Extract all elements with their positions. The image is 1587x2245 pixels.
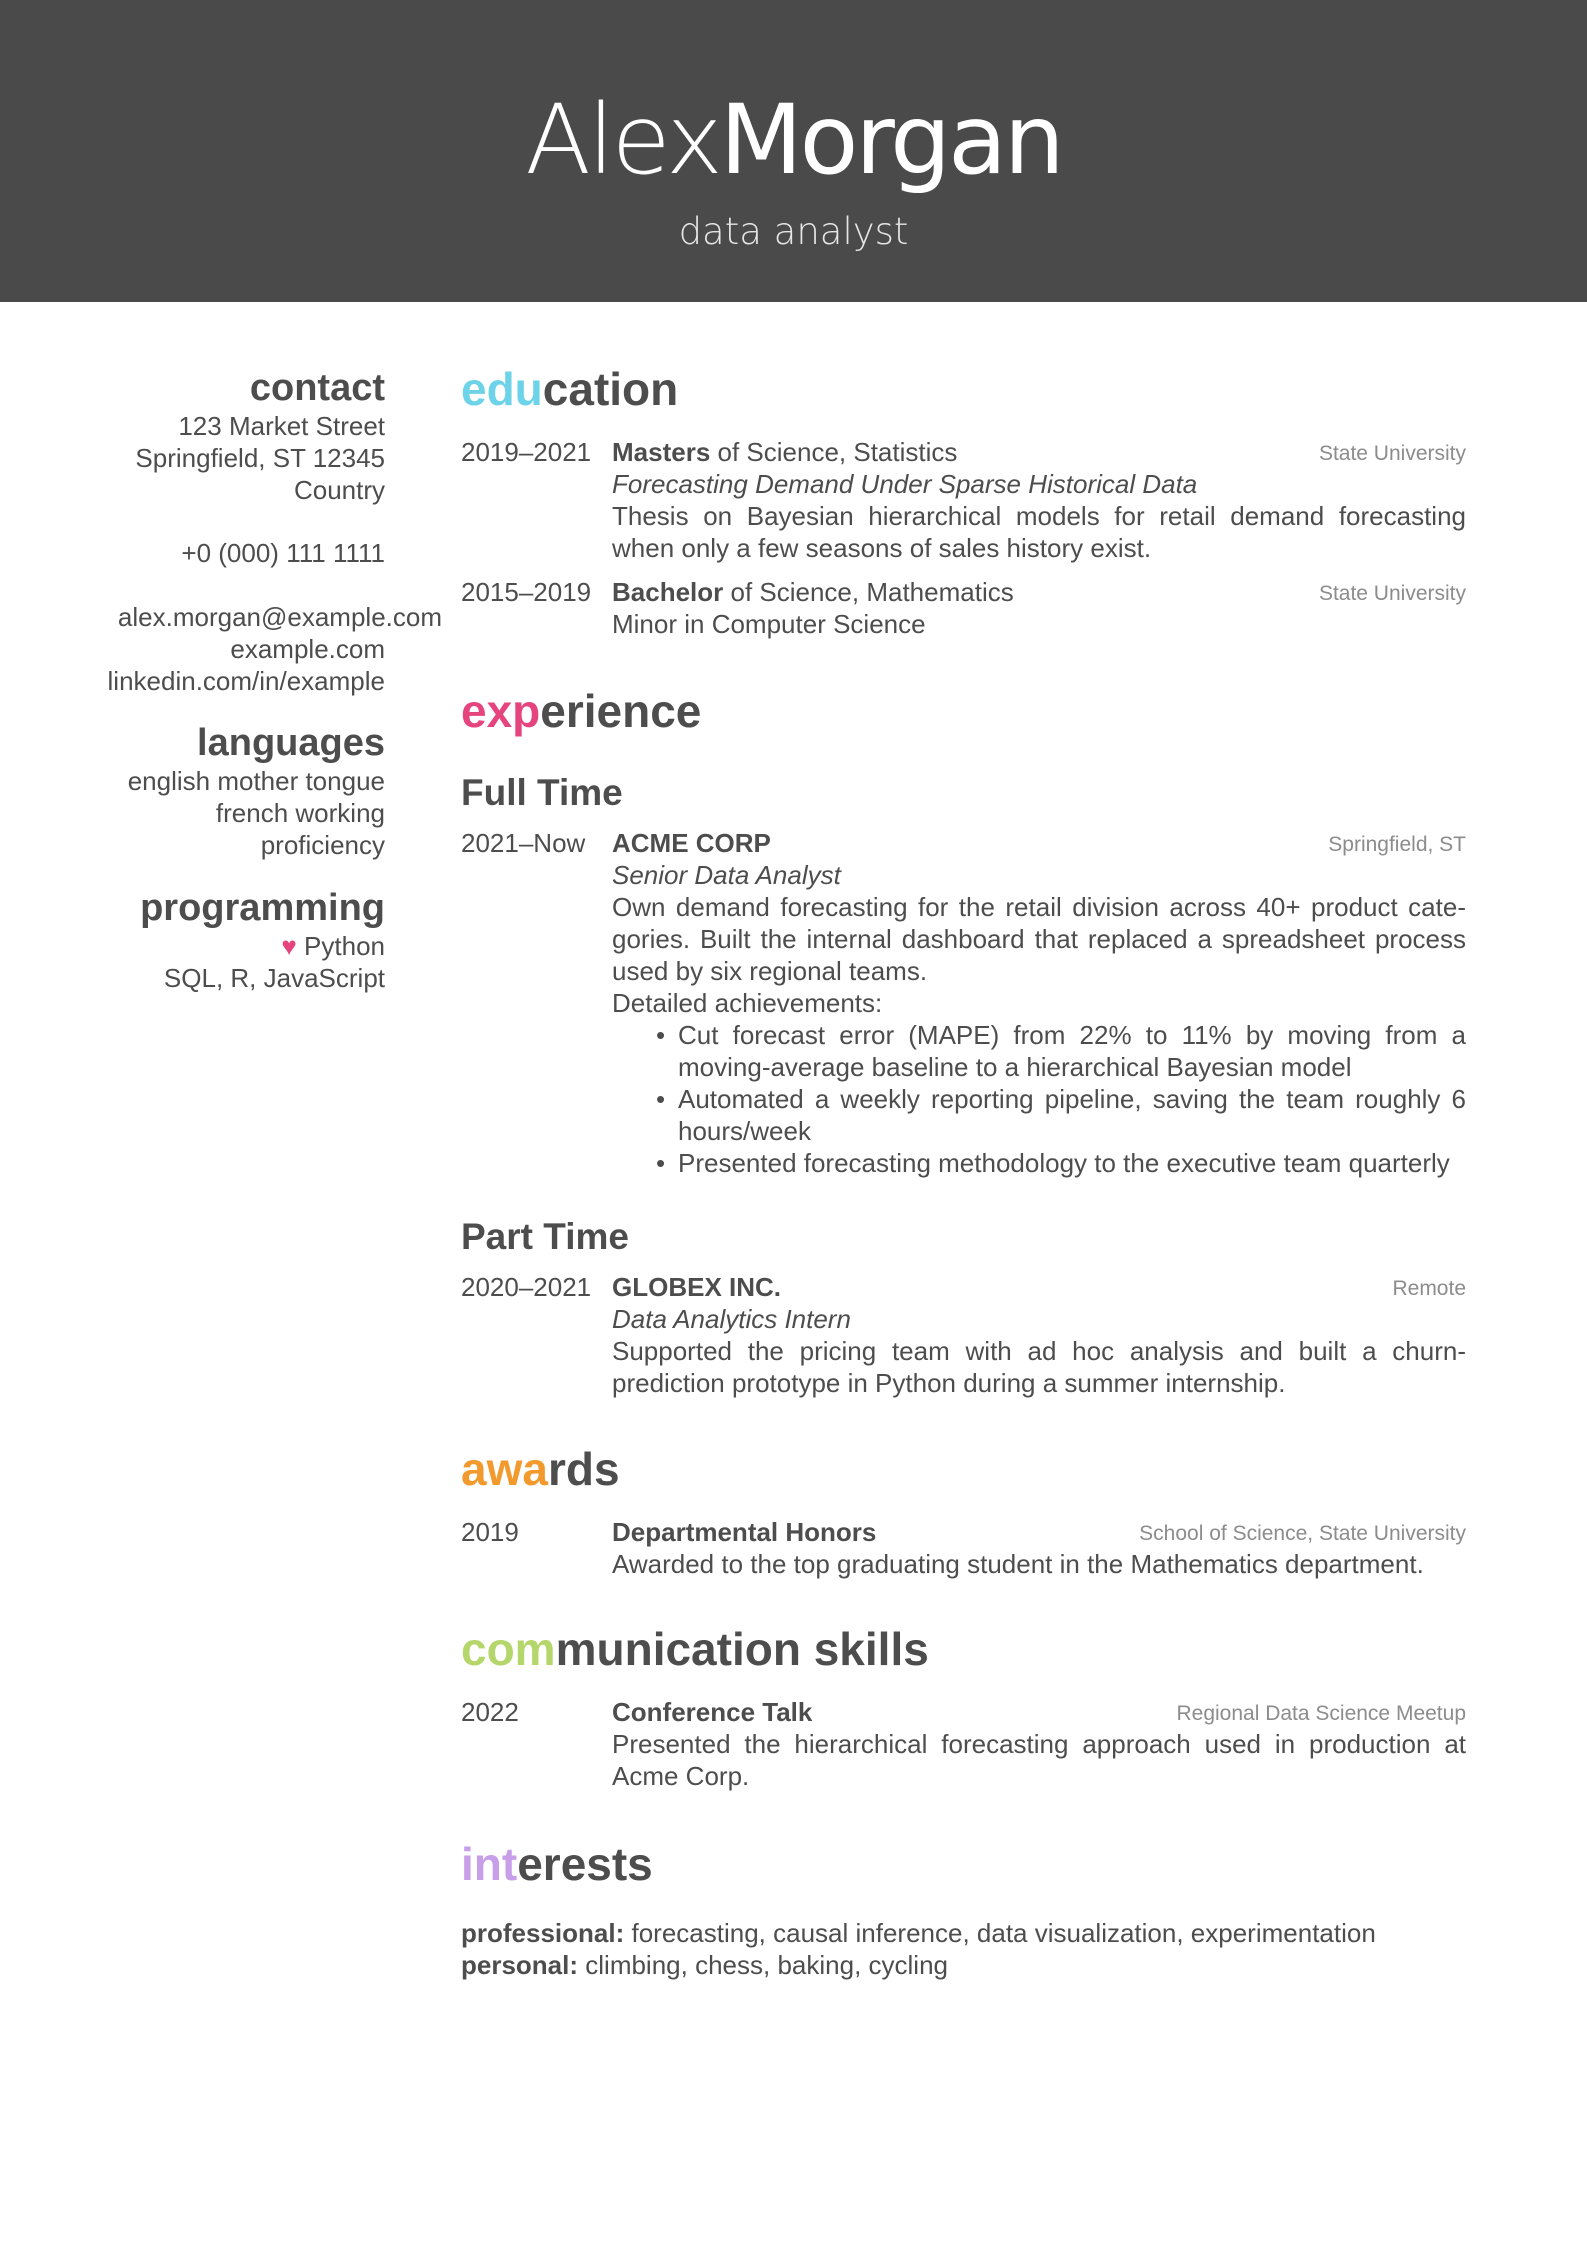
entry-location: Regional Data Science Meetup [1176,1702,1466,1725]
programming-item [80,930,385,962]
entry-heading [612,1271,1466,1303]
interests-label: personal: [461,1950,579,1980]
interests-value: forecasting, causal inference, data visualization, experimentation [631,1918,1376,1948]
degree-level: Masters [612,437,711,467]
interests-block [461,1917,1466,1981]
job-role: Data Analytics Intern [612,1304,851,1334]
entry-description: Supported the pricing team with ad hoc analysis and built a churn-prediction prototype in Python during a summer internship. [612,1336,1466,1398]
entry-location: School of Science, State University [1139,1522,1466,1545]
programming-favorite: Python [304,931,385,961]
programming-heading: programming [140,887,385,929]
contact-heading: contact [249,367,385,409]
job-title: data analyst [678,210,909,253]
address-line: 123 Market Street [178,411,385,441]
section-title-rest: munication skills [555,1623,929,1675]
entry-date: 2015–2019 [461,577,592,607]
list-item: • Cut forecast error (MAPE) from 22% to 11% by moving from a moving-average baseline to a hierarchical Bayesian model [656,1019,1466,1083]
award-title: Departmental Honors [612,1517,877,1547]
job-role: Senior Data Analyst [612,860,841,890]
language-item: proficiency [260,830,385,860]
subsection-part-time: Part Time [461,1216,629,1257]
phone: +0 (000) 111 1111 [181,538,385,568]
company-name: ACME CORP [612,828,771,858]
company-name: GLOBEX INC. [612,1272,782,1302]
section-title-education [461,363,678,415]
list-item: • Automated a weekly reporting pipeline, saving the team roughly 6 hours/week [656,1083,1466,1147]
section-accent: awa [461,1443,548,1495]
address-line: Country [293,475,385,505]
entry-description: Presented the hierarchical forecasting approach used in production at Acme Corp. [612,1729,1466,1791]
entry-date: 2019 [461,1517,519,1547]
languages-heading: languages [197,722,385,764]
section-title-rest: rds [547,1443,620,1495]
subsection-full-time: Full Time [461,772,623,813]
heart-icon: ♥ [281,931,297,961]
degree-field: of Science, Mathematics [723,577,1014,607]
section-title-communication [461,1623,929,1675]
website-link[interactable]: example.com [230,634,385,664]
entry-date: 2019–2021 [461,437,592,467]
talk-title: Conference Talk [612,1697,813,1727]
address-line: Springfield, ST 12345 [135,443,385,473]
entry-description: Thesis on Bayesian hierarchical models for retail demand forecasting when only a few seasons of sales history exist. [612,501,1466,563]
list-item: • Presented forecasting methodology to the executive team quarterly [656,1147,1466,1179]
section-title-rest: erience [540,685,702,737]
entry-date: 2021–Now [461,828,586,858]
section-title-interests [461,1838,653,1890]
interests-value: climbing, chess, baking, cycling [585,1950,948,1980]
header-banner [0,0,1587,302]
language-item: english mother tongue [127,766,385,796]
email-link[interactable]: alex.morgan@example.com [117,602,442,632]
entry-date: 2020–2021 [461,1272,592,1302]
section-title-rest: erests [517,1838,653,1890]
section-accent: int [461,1838,518,1890]
last-name: Morgan [719,84,1062,196]
first-name: Alex [525,84,720,196]
degree-field: of Science, Statistics [710,437,958,467]
contact-block [80,366,442,697]
section-title-awards [461,1443,620,1495]
entry-location: State University [1318,582,1466,605]
section-title-rest: cation [542,363,679,415]
interests-personal [461,1949,1466,1981]
linkedin-link[interactable]: linkedin.com/in/example [107,666,385,696]
section-title-experience [461,685,701,737]
entry-description: Own demand forecasting for the retail division across 40+ product categories. Built the internal dashboard that replaced a spreadsheet process used by six regional teams. [612,892,1466,986]
degree-level: Bachelor [612,577,724,607]
achievements-label: Detailed achievements: [612,988,883,1018]
entry-description: Awarded to the top graduating student in the Mathematics department. [612,1549,1424,1579]
entry-date: 2022 [461,1697,519,1727]
section-accent: edu [461,363,543,415]
entry-location: Remote [1392,1277,1466,1300]
entry-description: Minor in Computer Science [612,609,926,639]
thesis-title: Forecasting Demand Under Sparse Historical Data [612,469,1198,499]
interests-label: professional: [461,1918,625,1948]
languages-block [80,721,385,861]
entry-location: Springfield, ST [1328,833,1466,856]
programming-block [80,886,385,994]
interests-professional [461,1917,1466,1949]
section-accent: com [461,1623,556,1675]
full-name [0,78,1587,200]
achievements-list [612,1019,1466,1179]
section-accent: exp [461,685,541,737]
entry-location: State University [1318,442,1466,465]
language-item: french working [215,798,385,828]
programming-item: SQL, R, JavaScript [163,963,385,993]
